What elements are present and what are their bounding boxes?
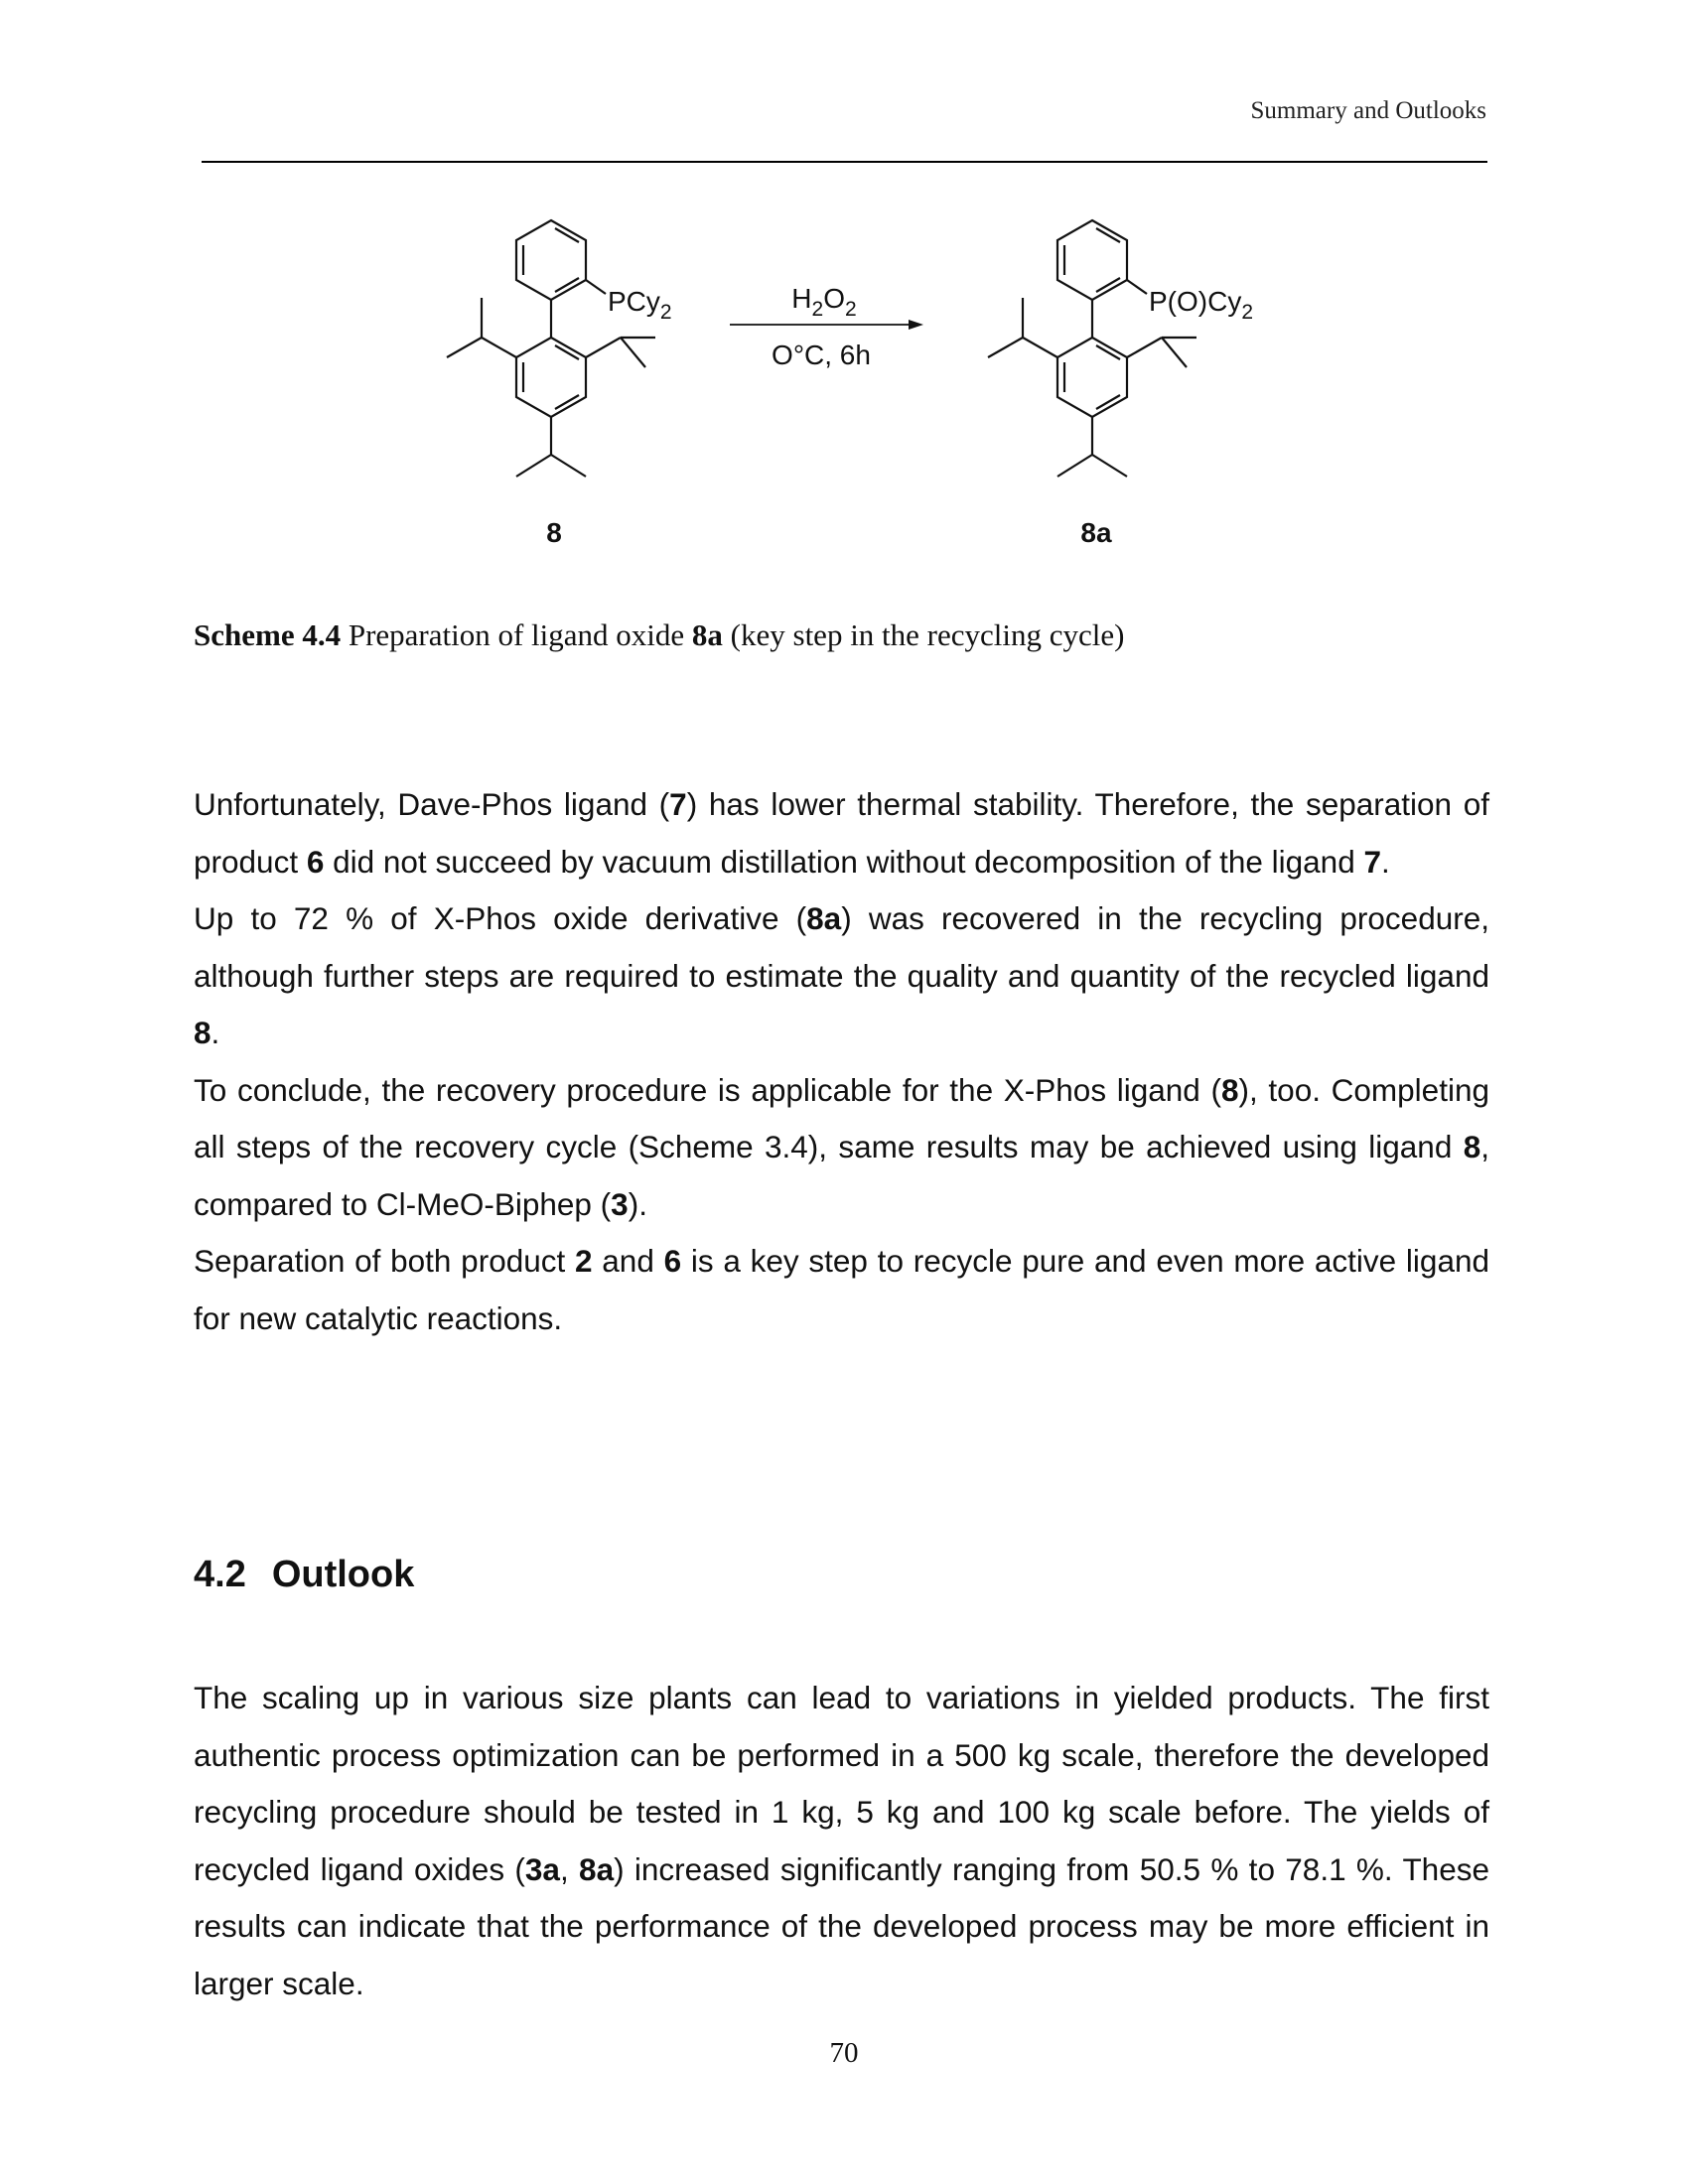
product-label: 8a [1080,517,1112,548]
paragraph-text: ), too. Completing all steps of the recovery cycle (Scheme 3.4), same results may be achieved using ligand [194,1071,1489,1164]
paragraph-text: ) was recovered in the recycling procedure, although further steps are required to estimate the quality and quantity of the recycled ligand [194,900,1489,994]
paragraph-text: ) has lower thermal stability. Therefore, the separation of product [194,786,1489,880]
paragraph-text: Unfortunately, Dave-Phos ligand ( [194,786,670,822]
summary-paragraphs [194,776,1489,1347]
scheme-caption [194,614,1504,657]
compound-number: 8 [1220,1071,1239,1108]
caption-text: Preparation of ligand oxide [348,617,685,652]
reactant-substituent: PCy$_2$ [608,286,672,324]
paragraph-text: ). [628,1185,647,1222]
paragraph-text: ) increased significantly ranging from 50.5 % to 78.1 %. These results can indicate that the performance of the developed process may be more efficient in larger scale. [194,1850,1489,2001]
product-substituent: $P(O)Cy_2$ [1149,286,1254,324]
conditions-label: O°C, 6h [772,340,871,370]
compound-number: 8a [806,900,842,936]
outlook-paragraph [194,1670,1489,2012]
compound-number: 7 [669,786,687,822]
paragraph-1 [194,776,1489,890]
paragraph-3 [194,1062,1489,1234]
paragraph-text: Up to 72 % of X-Phos oxide derivative ( [194,900,807,936]
paragraph-text: To conclude, the recovery procedure is applicable for the X-Phos ligand ( [194,1071,1221,1108]
caption-suffix: (key step in the recycling cycle) [730,617,1125,652]
section-title: Outlook [271,1554,415,1595]
compound-number: 2 [575,1243,593,1279]
compound-number: 6 [663,1243,682,1279]
paragraph-4 [194,1233,1489,1347]
compound-number: 3a [524,1850,560,1887]
reaction-arrow [730,320,923,330]
compound-number: 8a [579,1850,615,1887]
caption-prefix: Scheme 4.4 [194,617,342,652]
paragraph-text: did not succeed by vacuum distillation without decomposition of the ligand [324,843,1364,880]
paragraph-text: . [211,1015,220,1050]
caption-compound: 8a [691,617,723,652]
reactant-label: 8 [546,517,562,548]
section-heading [194,1554,414,1596]
paragraph-text: . [1381,843,1390,880]
paragraph-text: Separation of both product [194,1243,575,1279]
reaction-scheme [0,0,1688,596]
paragraph-text: , [559,1850,580,1887]
reactant-structure [447,220,655,477]
compound-number: 7 [1363,843,1382,880]
running-header: Summary and Outlooks [1250,97,1486,124]
reagent-label: $H_2O_2$ [791,283,857,321]
outlook-text [194,1670,1489,2012]
compound-number: 8 [1463,1129,1481,1164]
paragraph-text: is a key step to recycle pure and even more active ligand for new catalytic reactions. [194,1243,1490,1336]
paragraph-text: , compared to Cl-MeO-Biphep ( [194,1129,1489,1222]
compound-number: 3 [611,1185,629,1222]
paragraph-text: The scaling up in various size plants can lead to variations in yielded products. The first authentic process optimization can be performed in a 500 kg scale, therefore the developed recycling procedure should be tested in 1 kg, 5 kg and 100 kg scale before. The yields of recycled ligand oxides ( [194,1680,1489,1887]
page-number: 70 [829,2037,859,2069]
compound-number: 8 [194,1015,211,1050]
paragraph-2 [194,890,1489,1062]
paragraph-text: and [592,1243,664,1279]
compound-number: 6 [306,843,325,880]
product-structure [988,220,1196,477]
section-number: 4.2 [194,1554,246,1595]
